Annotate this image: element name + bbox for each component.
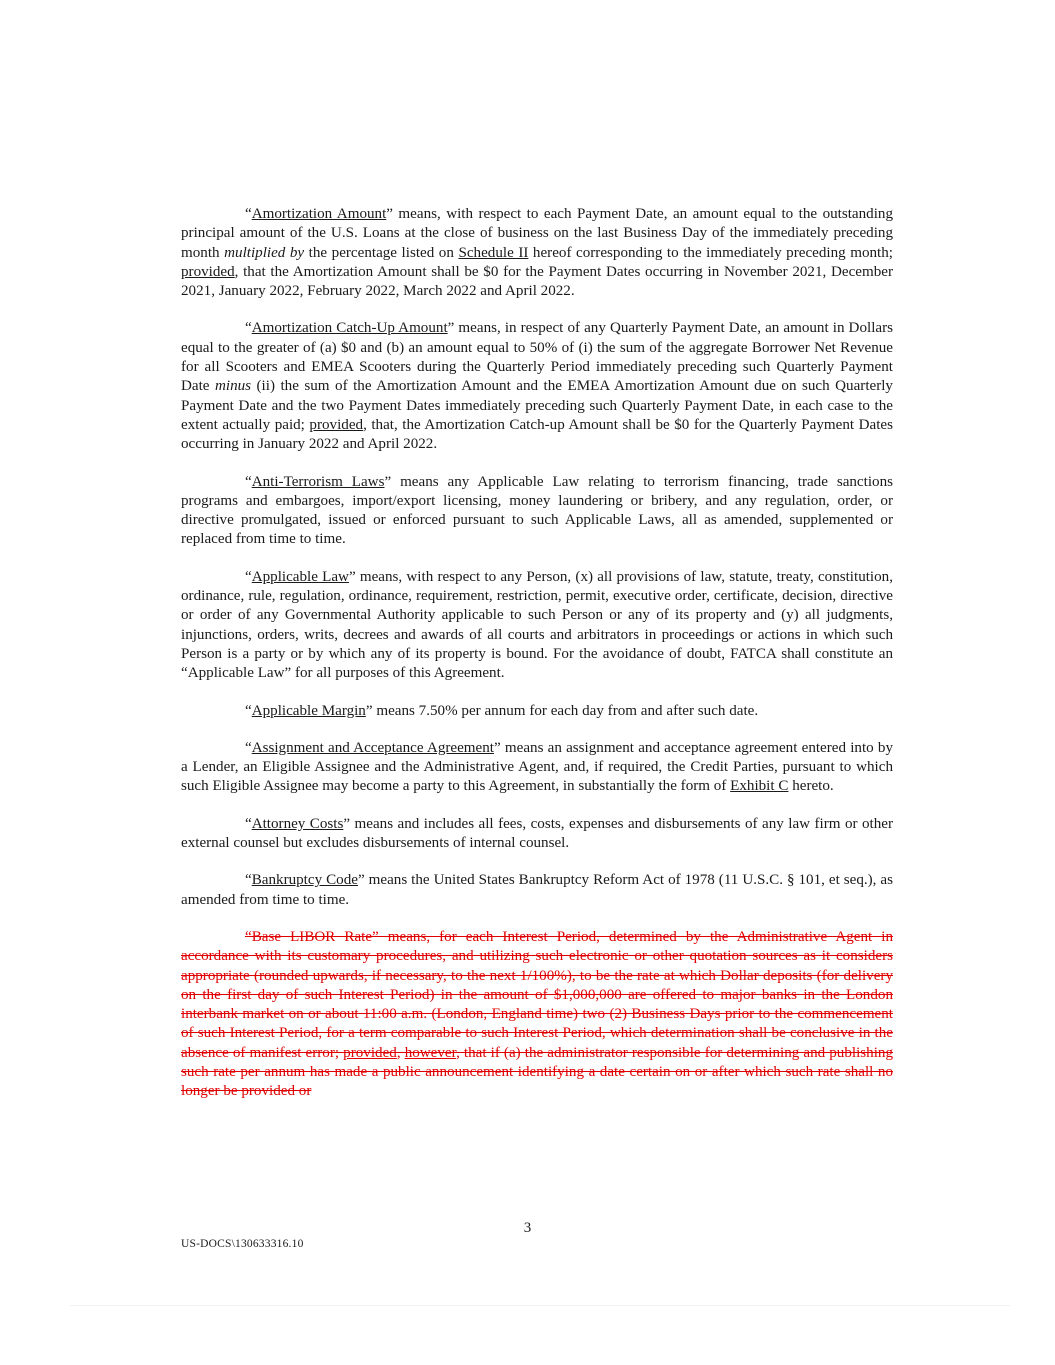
definition-text: the percentage listed on <box>304 244 459 261</box>
definition-text: hereto. <box>788 778 834 795</box>
quote-mark: “ <box>245 320 252 337</box>
definition-bankruptcy-code <box>181 871 893 910</box>
definition-amortization-amount <box>181 205 893 301</box>
deleted-definition-base-libor-rate <box>181 928 893 1102</box>
defined-term: Amortization Catch-Up Amount <box>251 320 448 337</box>
page-bottom-divider <box>70 1305 1010 1306</box>
quote-mark: “ <box>245 872 252 889</box>
cross-reference: Exhibit C <box>730 778 789 795</box>
defined-term: Anti-Terrorism Laws <box>251 473 385 490</box>
quote-mark: “ <box>245 568 252 585</box>
deleted-text: , that if (a) the administrator responsible for determining and publishing such rate per annum has made a public announcement identifying a date certain on or after which such rate shall no longer be provided or <box>181 1044 893 1100</box>
definition-applicable-margin <box>181 702 893 721</box>
italic-text: multiplied by <box>224 244 305 261</box>
definition-text: ” means any Applicable Law relating to terrorism financing, trade sanctions programs and embargoes, import/export licensing, money laundering or bribery, and any regulation, order, or directive promulgated, issued or enforced pursuant to such Applicable Laws, all as amended, supplemented or replaced from time to time. <box>181 473 893 548</box>
page-number: 3 <box>523 1220 532 1236</box>
quote-mark: “ <box>245 206 252 222</box>
definition-applicable-law <box>181 568 893 684</box>
definition-text: ” means the United States Bankruptcy Reform Act of 1978 (11 U.S.C. § 101, et seq.), as amended from time to time. <box>181 872 893 908</box>
definition-text: , that the Amortization Amount shall be $0 for the Payment Dates occurring in November 2021, December 2021, January 2022, February 2022, March 2022 and April 2022. <box>181 263 893 300</box>
defined-term: Assignment and Acceptance Agreement <box>251 739 494 756</box>
definition-text: ” means, with respect to each Payment Date, an amount equal to the outstanding principal amount of the U.S. Loans at the close of business on the last Business Day of the immediately preceding month <box>181 206 893 261</box>
deleted-text: “Base LIBOR Rate” means, for each Interest Period, determined by the Administrative Agent in accordance with its customary procedures, and utilizing such electronic or other quotation sources as it considers appropriate (rounded upwards, if necessary, to the next 1/100%), to be the rate at which Dollar deposits (for delivery on the first day of such Interest Period) in the amount of $1,000,000 are offered to major banks in the London interbank market on or about 11:00 a.m. (London, England time) two (2) Business Days prior to the commencement of such Interest Period, for a term comparable to such Interest Period, which determination shall be conclusive in the absence of manifest error; <box>181 928 893 1061</box>
document-id: US-DOCS\130633316.10 <box>181 1238 304 1250</box>
definition-text: hereof corresponding to the immediately preceding month; <box>528 244 893 261</box>
deleted-text: , <box>396 1044 405 1061</box>
quote-mark: “ <box>245 815 252 832</box>
definition-anti-terrorism-laws <box>181 473 893 550</box>
quote-mark: “ <box>245 702 252 719</box>
deleted-proviso-term: however <box>404 1044 457 1061</box>
defined-term: Bankruptcy Code <box>251 872 358 889</box>
definition-text: ” means 7.50% per annum for each day from and after such date. <box>365 702 759 719</box>
definition-text: ” means an assignment and acceptance agreement entered into by a Lender, an Eligible Assignee and the Administrative Agent, and, if required, the Credit Parties, pursuant to which such Eligible Assignee may become a party to this Agreement, in substantially the form of <box>181 739 893 795</box>
definition-amortization-catch-up-amount <box>181 319 893 454</box>
defined-term: Amortization Amount <box>251 206 387 222</box>
definition-text: , that, the Amortization Catch-up Amount shall be $0 for the Quarterly Payment Dates occurring in January 2022 and April 2022. <box>181 416 893 453</box>
definition-text: ” means and includes all fees, costs, expenses and disbursements of any law firm or other external counsel but excludes disbursements of internal counsel. <box>181 815 894 852</box>
defined-term: Applicable Law <box>251 568 349 585</box>
document-body <box>181 205 893 1120</box>
quote-mark: “ <box>245 473 252 490</box>
italic-text: minus <box>214 378 252 395</box>
defined-term: Applicable Margin <box>251 702 366 719</box>
cross-reference: Schedule II <box>458 244 529 261</box>
definition-text: ” means, with respect to any Person, (x) all provisions of law, statute, treaty, constitution, ordinance, rule, regulation, ordinance, requirement, restriction, permit, executive order, certificate, decision, directive or order of any Governmental Authority applicable to such Person or any of its property and (y) all judgments, injunctions, orders, writs, decrees and awards of all courts and arbitrators in proceedings or actions in which such Person is a party or by which any of its property is bound. For the avoidance of doubt, FATCA shall constitute an “Applicable Law” for all purposes of this Agreement. <box>181 568 893 682</box>
quote-mark: “ <box>245 739 252 756</box>
definition-assignment-and-acceptance-agreement <box>181 739 893 797</box>
proviso-term: provided <box>181 263 235 280</box>
definition-text: ” means, in respect of any Quarterly Payment Date, an amount in Dollars equal to the greater of (a) $0 and (b) an amount equal to 50% of (i) the sum of the aggregate Borrower Net Revenue for all Scooters and EMEA Scooters during the Quarterly Period immediately preceding such Quarterly Payment Date <box>181 320 893 395</box>
definition-text: (ii) the sum of the Amortization Amount and the EMEA Amortization Amount due on such Quarterly Payment Date and the two Payment Dates immediately preceding such Quarterly Payment Date, in each case to the extent actually paid; <box>181 378 893 433</box>
deleted-proviso-term: provided <box>343 1044 397 1061</box>
defined-term: Attorney Costs <box>251 815 344 832</box>
proviso-term: provided <box>309 416 364 433</box>
definition-attorney-costs <box>181 815 893 854</box>
